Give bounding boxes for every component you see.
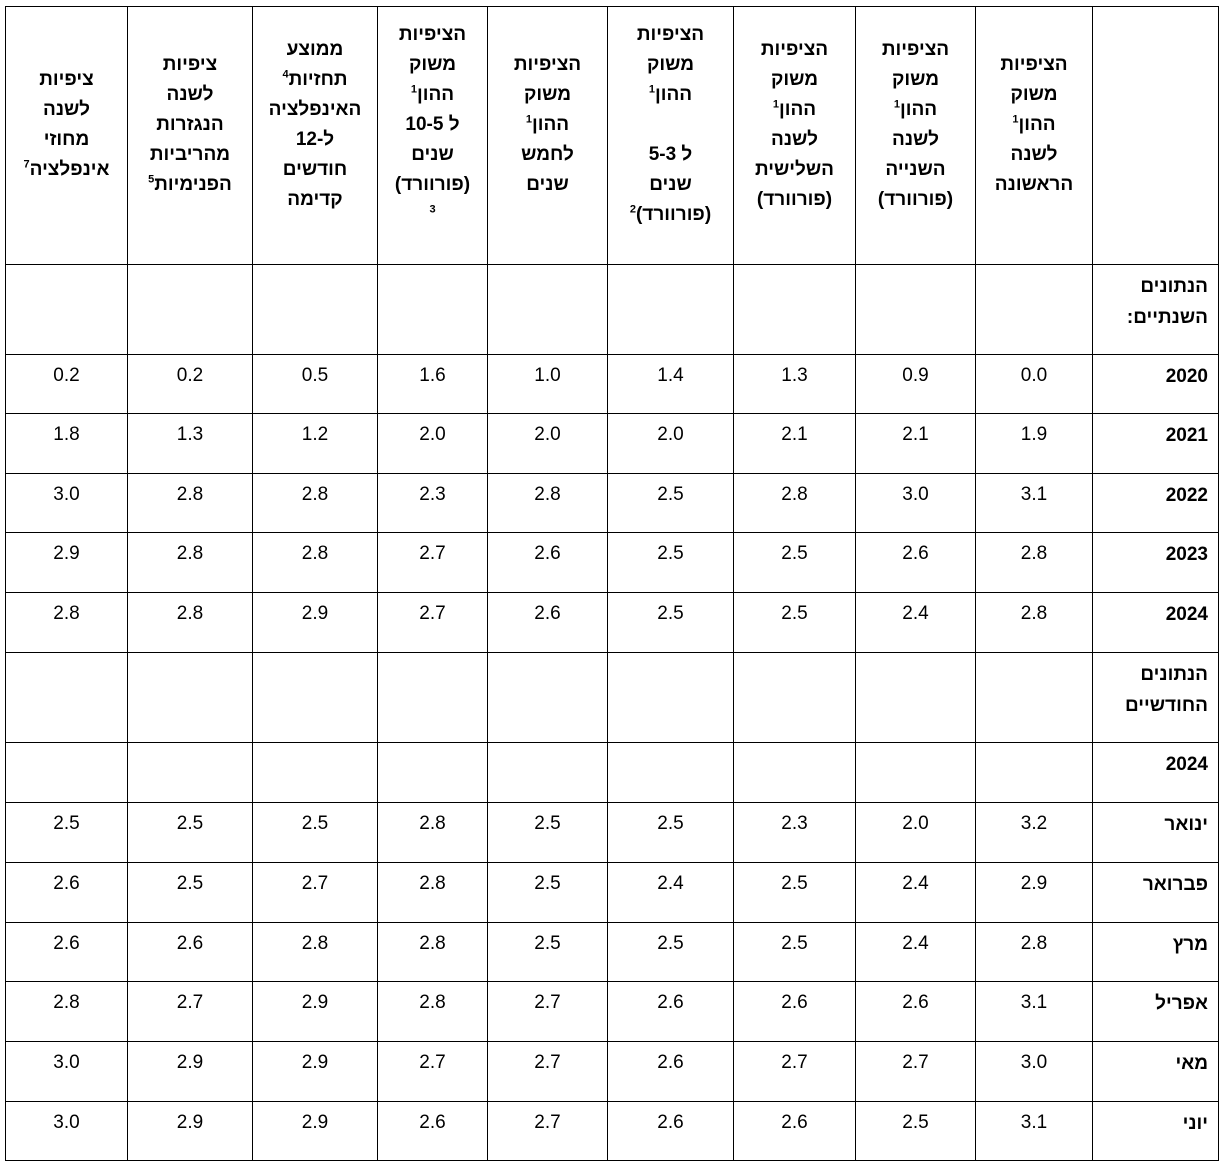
cell-value: 2.4 — [608, 863, 734, 923]
table-row — [6, 863, 1219, 923]
cell-value: 2.7 — [253, 863, 378, 923]
cell-value: 2.6 — [734, 982, 856, 1042]
column-header-text: שנים — [649, 173, 692, 195]
cell-value: 2.5 — [608, 803, 734, 863]
column-header-text: משוק — [408, 53, 457, 75]
cell-value — [976, 743, 1093, 803]
row-label — [1093, 533, 1219, 593]
column-header-line — [10, 125, 123, 155]
column-header-line — [257, 155, 373, 185]
row-label-line: יוני — [1182, 1113, 1208, 1134]
column-header-text: לשנה — [891, 128, 939, 150]
table-row — [6, 653, 1219, 743]
cell-value: 2.5 — [856, 1102, 976, 1161]
column-header-line — [980, 140, 1088, 170]
cell-value: 2.6 — [488, 533, 608, 593]
row-label — [1093, 653, 1219, 743]
cell-value: 2.8 — [488, 474, 608, 533]
column-header-line — [382, 140, 483, 170]
column-header-text: ציפיות — [39, 68, 94, 90]
cell-value — [378, 265, 488, 355]
column-header-line — [257, 125, 373, 155]
column-header-line — [612, 140, 729, 170]
column-header-text: ל 10-5 — [405, 113, 460, 135]
cell-value: 3.0 — [6, 1102, 128, 1161]
cell-value: 2.9 — [976, 863, 1093, 923]
cell-value: 2.9 — [128, 1102, 253, 1161]
column-header-line — [492, 140, 603, 170]
row-label — [1093, 1042, 1219, 1102]
column-header-text: משוק — [523, 83, 572, 105]
column-header-text: אינפלציה — [29, 158, 110, 180]
cell-value: 2.0 — [378, 414, 488, 474]
cell-value: 2.7 — [488, 982, 608, 1042]
column-header-text: הציפיות — [881, 38, 950, 60]
column-header-text: משוק — [1010, 83, 1058, 105]
cell-value: 2.8 — [128, 474, 253, 533]
column-header-line — [612, 110, 729, 140]
cell-value — [488, 653, 608, 743]
row-label — [1093, 474, 1219, 533]
column-header-line — [1097, 110, 1214, 140]
column-header-line — [738, 155, 851, 185]
column-header-1 — [976, 7, 1093, 265]
column-header-line — [257, 65, 373, 95]
cell-value: 1.6 — [378, 355, 488, 414]
cell-value: 2.8 — [253, 923, 378, 982]
cell-value: 2.7 — [128, 982, 253, 1042]
column-header-text: (פורוורד) — [394, 173, 471, 195]
cell-value: 2.0 — [608, 414, 734, 474]
column-header-text: לשנה — [1010, 143, 1058, 165]
row-label-line: הנתונים — [1140, 664, 1208, 685]
column-header-line — [860, 125, 971, 155]
cell-value: 2.8 — [6, 593, 128, 653]
cell-value: 2.5 — [488, 923, 608, 982]
column-header-line — [492, 110, 603, 140]
cell-value: 2.5 — [488, 803, 608, 863]
row-label-line: 2020 — [1165, 366, 1208, 387]
row-label-line: אפריל — [1155, 993, 1208, 1014]
cell-value: 1.3 — [128, 414, 253, 474]
cell-value: 2.4 — [856, 923, 976, 982]
cell-value: 2.8 — [128, 593, 253, 653]
column-header-text: קדימה — [287, 188, 343, 210]
row-label-line: פברואר — [1142, 874, 1208, 895]
column-header-text: ההון — [416, 83, 455, 105]
footnote-marker: 1 — [410, 83, 417, 96]
column-header-line — [612, 200, 729, 230]
cell-value: 1.0 — [488, 355, 608, 414]
cell-value: 2.8 — [378, 923, 488, 982]
cell-value — [378, 743, 488, 803]
footnote-marker: 4 — [282, 68, 289, 81]
cell-value: 2.9 — [6, 533, 128, 593]
cell-value: 2.5 — [608, 923, 734, 982]
cell-value: 2.5 — [734, 923, 856, 982]
column-header-text: ההון — [899, 98, 938, 120]
column-header-2 — [856, 7, 976, 265]
cell-value: 1.3 — [734, 355, 856, 414]
cell-value: 2.6 — [856, 982, 976, 1042]
cell-value: 3.0 — [856, 474, 976, 533]
row-label — [1093, 743, 1219, 803]
column-header-line — [738, 185, 851, 215]
footnote-marker: 7 — [23, 158, 30, 171]
cell-value: 2.8 — [734, 474, 856, 533]
cell-value: 2.5 — [128, 863, 253, 923]
cell-value: 1.8 — [6, 414, 128, 474]
cell-value — [976, 653, 1093, 743]
cell-value: 2.8 — [976, 593, 1093, 653]
cell-value: 2.3 — [734, 803, 856, 863]
column-header-text: משוק — [646, 53, 695, 75]
cell-value: 0.0 — [976, 355, 1093, 414]
row-label-line: 2024 — [1165, 604, 1208, 625]
cell-value — [734, 743, 856, 803]
cell-value — [128, 743, 253, 803]
column-header-line — [860, 35, 971, 65]
cell-value: 3.0 — [976, 1042, 1093, 1102]
column-header-text: ציפיות — [162, 53, 218, 75]
cell-value: 2.9 — [253, 593, 378, 653]
column-header-text: הציפיות — [513, 53, 582, 75]
footnote-marker: 1 — [772, 98, 779, 111]
column-header-line — [612, 50, 729, 80]
cell-value — [608, 653, 734, 743]
column-header-line — [980, 170, 1088, 200]
footnote-marker: 1 — [525, 113, 532, 126]
cell-value: 0.5 — [253, 355, 378, 414]
column-header-line — [980, 110, 1088, 140]
cell-value: 2.1 — [856, 414, 976, 474]
column-header-text: תחזיות — [288, 68, 348, 90]
column-header-line — [860, 185, 971, 215]
cell-value: 2.8 — [6, 982, 128, 1042]
cell-value: 0.9 — [856, 355, 976, 414]
column-header-text: משוק — [891, 68, 940, 90]
cell-value: 2.5 — [734, 863, 856, 923]
column-header-text: הציפיות — [636, 23, 705, 45]
footnote-marker: 1 — [893, 98, 900, 111]
column-header-4 — [608, 7, 734, 265]
row-label — [1093, 803, 1219, 863]
table-row — [6, 982, 1219, 1042]
row-label — [1093, 863, 1219, 923]
cell-value: 2.9 — [128, 1042, 253, 1102]
row-label — [1093, 923, 1219, 982]
column-header-text: הציפיות — [760, 38, 829, 60]
row-label — [1093, 265, 1219, 355]
cell-value: 2.7 — [378, 593, 488, 653]
cell-value: 2.7 — [488, 1042, 608, 1102]
cell-value — [128, 653, 253, 743]
row-label-line: 2021 — [1165, 425, 1208, 446]
cell-value — [128, 265, 253, 355]
column-header-text: לשנה — [166, 83, 214, 105]
column-header-line — [492, 50, 603, 80]
column-header-line — [382, 170, 483, 200]
table-row — [6, 923, 1219, 982]
cell-value: 2.6 — [128, 923, 253, 982]
column-header-line — [257, 95, 373, 125]
cell-value: 2.5 — [128, 803, 253, 863]
cell-value: 2.6 — [488, 593, 608, 653]
cell-value — [608, 743, 734, 803]
cell-value: 2.0 — [488, 414, 608, 474]
table-row — [6, 265, 1219, 355]
column-header-line — [382, 110, 483, 140]
table-row — [6, 533, 1219, 593]
column-header-text: הפנימיות — [154, 173, 232, 195]
table-row — [6, 743, 1219, 803]
row-label-line: 2022 — [1165, 485, 1208, 506]
cell-value: 2.6 — [608, 1042, 734, 1102]
column-header-text: ההון — [778, 98, 817, 120]
column-header-text: ממוצע — [286, 38, 344, 60]
cell-value: 2.9 — [253, 1102, 378, 1161]
column-header-line — [738, 95, 851, 125]
table-row — [6, 803, 1219, 863]
column-header-text: שנים — [526, 173, 569, 195]
column-header-line — [132, 140, 248, 170]
cell-value — [253, 653, 378, 743]
cell-value — [856, 653, 976, 743]
column-header-text: הנגזרות — [156, 113, 224, 135]
cell-value: 2.4 — [856, 593, 976, 653]
table-row — [6, 593, 1219, 653]
row-label-line: החודשיים — [1124, 695, 1208, 716]
cell-value — [856, 743, 976, 803]
cell-value: 1.4 — [608, 355, 734, 414]
row-label-line: 2023 — [1165, 544, 1208, 565]
row-label — [1093, 355, 1219, 414]
row-label — [1093, 593, 1219, 653]
cell-value: 2.5 — [253, 803, 378, 863]
cell-value: 2.5 — [734, 533, 856, 593]
column-header-line — [738, 125, 851, 155]
column-header-text: ל 5-3 — [648, 143, 693, 165]
cell-value: 2.7 — [488, 1102, 608, 1161]
cell-value — [488, 265, 608, 355]
table-row — [6, 1042, 1219, 1102]
cell-value: 2.1 — [734, 414, 856, 474]
column-header-text: לשנה — [42, 98, 90, 120]
row-label-line: השנתיים: — [1126, 307, 1208, 328]
column-header-text: משוק — [770, 68, 819, 90]
cell-value: 2.9 — [253, 982, 378, 1042]
cell-value: 2.6 — [378, 1102, 488, 1161]
column-header-text: מהריביות — [149, 143, 231, 165]
cell-value: 2.8 — [976, 923, 1093, 982]
row-label — [1093, 982, 1219, 1042]
column-header-line — [612, 170, 729, 200]
cell-value: 2.5 — [734, 593, 856, 653]
cell-value: 2.3 — [378, 474, 488, 533]
column-header-text: הראשונה — [994, 173, 1074, 195]
row-label — [1093, 1102, 1219, 1161]
cell-value — [856, 265, 976, 355]
cell-value — [253, 743, 378, 803]
cell-value: 2.6 — [6, 863, 128, 923]
column-header-text: השנייה — [885, 158, 946, 180]
column-header-line — [10, 65, 123, 95]
cell-value: 2.5 — [608, 474, 734, 533]
column-header-line — [860, 155, 971, 185]
column-header-text: השלישית — [754, 158, 835, 180]
column-header-6 — [378, 7, 488, 265]
row-label-line: הנתונים — [1140, 276, 1208, 297]
column-header-line — [382, 200, 483, 230]
column-header-line — [132, 110, 248, 140]
cell-value: 2.5 — [488, 863, 608, 923]
column-header-text: (פורוורד) — [635, 203, 712, 225]
column-header-text: (פורוורד) — [756, 188, 833, 210]
cell-value — [734, 653, 856, 743]
cell-value — [6, 743, 128, 803]
column-header-line — [257, 35, 373, 65]
table-row — [6, 474, 1219, 533]
cell-value — [734, 265, 856, 355]
footnote-marker: 3 — [429, 203, 436, 216]
cell-value: 2.8 — [976, 533, 1093, 593]
cell-value: 2.6 — [608, 982, 734, 1042]
cell-value — [608, 265, 734, 355]
cell-value: 2.7 — [856, 1042, 976, 1102]
cell-value — [6, 265, 128, 355]
footnote-marker: 5 — [148, 173, 155, 186]
table-body — [6, 265, 1219, 1161]
cell-value: 1.9 — [976, 414, 1093, 474]
column-header-text: ל-12 — [295, 128, 335, 150]
footnote-marker: 1 — [648, 83, 655, 96]
column-header-text: הציפיות — [1000, 53, 1068, 75]
header-row — [6, 7, 1219, 265]
column-header-line — [738, 65, 851, 95]
column-header-text: חודשים — [282, 158, 348, 180]
cell-value: 2.5 — [608, 593, 734, 653]
cell-value: 2.0 — [856, 803, 976, 863]
column-header-line — [132, 80, 248, 110]
column-header-line — [860, 95, 971, 125]
cell-value: 2.6 — [856, 533, 976, 593]
cell-value: 2.7 — [378, 1042, 488, 1102]
cell-value — [488, 743, 608, 803]
column-header-text: שנים — [411, 143, 454, 165]
cell-value: 1.2 — [253, 414, 378, 474]
column-header-line — [738, 35, 851, 65]
column-header-line — [860, 65, 971, 95]
cell-value: 3.1 — [976, 1102, 1093, 1161]
cell-value: 2.8 — [378, 803, 488, 863]
column-header-line — [382, 80, 483, 110]
cell-value: 2.9 — [253, 1042, 378, 1102]
column-header-line — [257, 185, 373, 215]
column-header-text: מחוזי — [43, 128, 90, 150]
footnote-marker: 1 — [1012, 113, 1019, 126]
cell-value: 2.7 — [378, 533, 488, 593]
inflation-expectations-table-container — [5, 6, 1219, 1161]
footnote-marker: 2 — [629, 203, 636, 216]
table-row — [6, 414, 1219, 474]
column-header-text: האינפלציה — [268, 98, 362, 120]
column-header-line — [980, 80, 1088, 110]
cell-value: 2.6 — [734, 1102, 856, 1161]
column-header-5 — [488, 7, 608, 265]
cell-value: 2.4 — [856, 863, 976, 923]
row-label-line: ינואר — [1164, 814, 1208, 835]
column-header-9 — [6, 7, 128, 265]
cell-value — [976, 265, 1093, 355]
cell-value: 3.1 — [976, 982, 1093, 1042]
column-header-text: הציפיות — [398, 23, 467, 45]
cell-value: 3.0 — [6, 474, 128, 533]
column-header-line — [132, 50, 248, 80]
cell-value: 2.8 — [378, 863, 488, 923]
column-header-line — [612, 20, 729, 50]
cell-value: 3.2 — [976, 803, 1093, 863]
column-header-text: ההון — [531, 113, 570, 135]
cell-value: 2.5 — [608, 533, 734, 593]
cell-value: 2.8 — [378, 982, 488, 1042]
cell-value: 2.8 — [253, 533, 378, 593]
cell-value: 3.0 — [6, 1042, 128, 1102]
column-header-text: לחמש — [521, 143, 574, 165]
column-header-0 — [1093, 7, 1219, 265]
table-row — [6, 355, 1219, 414]
table-row — [6, 1102, 1219, 1161]
column-header-line — [492, 170, 603, 200]
column-header-line — [10, 155, 123, 185]
row-label-line: מרץ — [1172, 934, 1208, 955]
cell-value: 0.2 — [6, 355, 128, 414]
column-header-text: (פורוורד) — [877, 188, 954, 210]
column-header-line — [382, 50, 483, 80]
cell-value: 3.1 — [976, 474, 1093, 533]
cell-value — [6, 653, 128, 743]
row-label-line: 2024 — [1165, 754, 1208, 775]
column-header-line — [612, 80, 729, 110]
column-header-3 — [734, 7, 856, 265]
column-header-text: ההון — [654, 83, 693, 105]
cell-value — [378, 653, 488, 743]
column-header-line — [980, 50, 1088, 80]
column-header-7 — [253, 7, 378, 265]
cell-value: 2.5 — [6, 803, 128, 863]
row-label-line: מאי — [1175, 1053, 1208, 1074]
column-header-line — [10, 95, 123, 125]
column-header-8 — [128, 7, 253, 265]
cell-value: 2.8 — [253, 474, 378, 533]
column-header-text: ההון — [1018, 113, 1056, 135]
inflation-expectations-table — [5, 6, 1219, 1161]
cell-value: 0.2 — [128, 355, 253, 414]
row-label — [1093, 414, 1219, 474]
column-header-line — [492, 80, 603, 110]
column-header-line — [132, 170, 248, 200]
column-header-text: לשנה — [770, 128, 818, 150]
column-header-line — [382, 20, 483, 50]
cell-value — [253, 265, 378, 355]
cell-value: 2.7 — [734, 1042, 856, 1102]
cell-value: 2.6 — [608, 1102, 734, 1161]
cell-value: 2.8 — [128, 533, 253, 593]
cell-value: 2.6 — [6, 923, 128, 982]
